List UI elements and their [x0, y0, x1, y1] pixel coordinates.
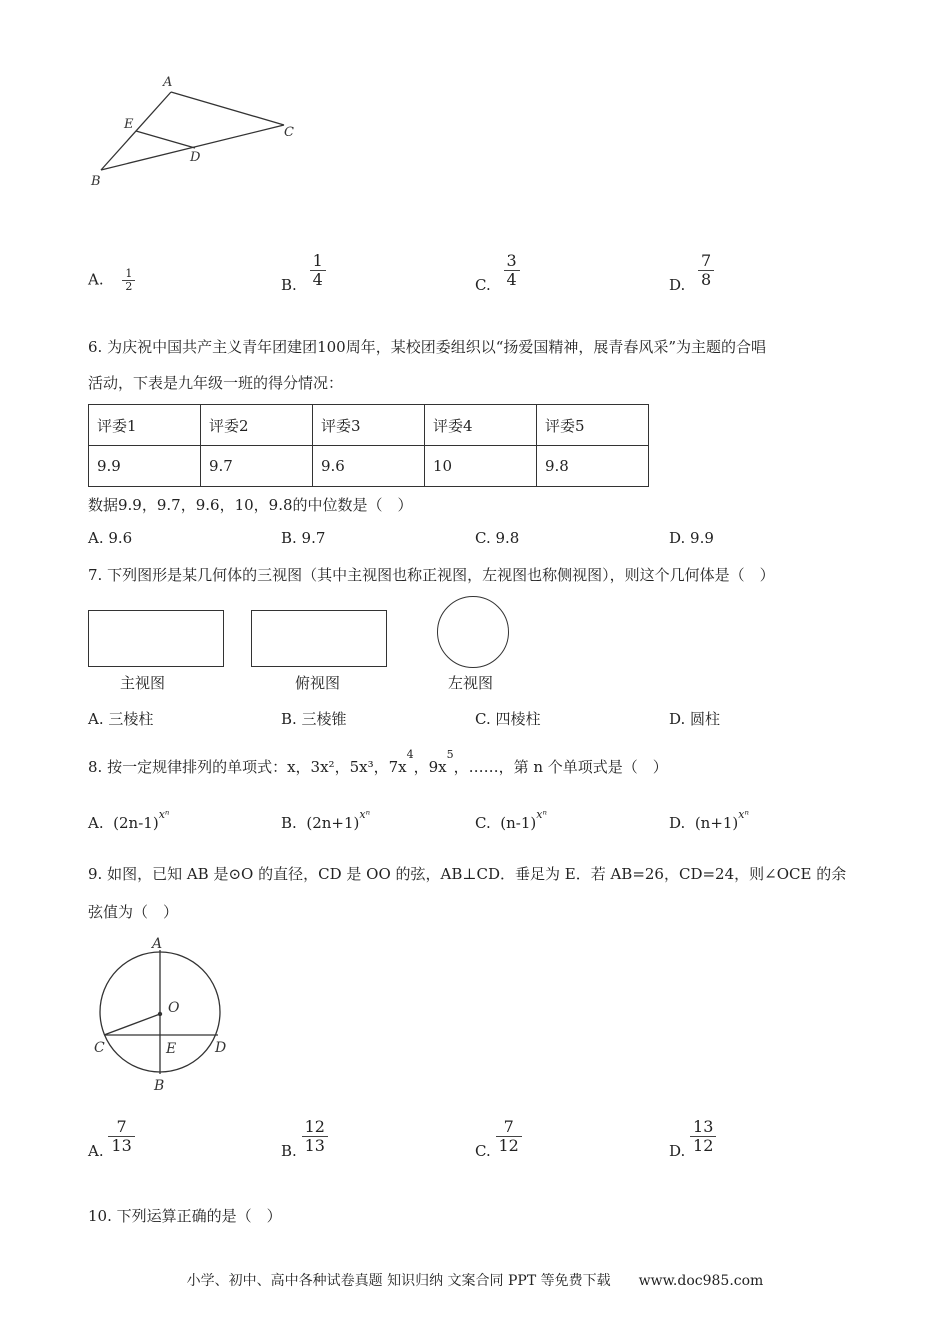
numerator: 7: [701, 251, 712, 270]
label-d: D: [190, 150, 201, 165]
q10-text: 10. 下列运算正确的是（ ）: [88, 1207, 282, 1225]
option-letter: C.: [475, 814, 491, 832]
label-e: E: [166, 1041, 177, 1057]
circle-figure: [88, 932, 238, 1097]
fraction: [122, 268, 135, 293]
caption-side-view: 左视图: [448, 674, 494, 692]
q9-option-a[interactable]: [88, 1117, 135, 1161]
table-cell: 9.6: [313, 446, 425, 487]
q5-option-c[interactable]: [475, 251, 520, 295]
q7-option-d[interactable]: D. 圆柱: [669, 710, 721, 728]
q6-question: 数据9.9，9.7，9.6，10，9.8的中位数是（ ）: [88, 496, 413, 514]
label-b: B: [154, 1078, 165, 1094]
q8-exp5: 5: [446, 748, 454, 761]
option-power: xⁿ: [536, 808, 547, 821]
label-b: B: [91, 174, 101, 189]
denominator: 13: [302, 1136, 328, 1155]
q7-text: 7. 下列图形是某几何体的三视图（其中主视图也称正视图，左视图也称侧视图），则这个几何体是（ ）: [88, 566, 775, 584]
label-a: A: [152, 936, 163, 952]
q9-text-line2: 弦值为（ ）: [88, 903, 179, 921]
option-expr: (n-1): [500, 814, 537, 832]
label-e: E: [124, 117, 134, 132]
option-power: xⁿ: [359, 808, 371, 821]
fraction: [310, 252, 326, 288]
page-footer: 小学、初中、高中各种试卷真题 知识归纳 文案合同 PPT 等免费下载 www.doc985.com: [186, 1273, 764, 1289]
option-letter: D.: [669, 1142, 686, 1161]
score-table: [88, 404, 649, 487]
label-o: O: [168, 1000, 180, 1016]
q5-option-d[interactable]: [669, 251, 714, 295]
fraction: [496, 1118, 522, 1154]
table-cell: 10: [425, 446, 537, 487]
front-view-rectangle: [88, 610, 224, 667]
table-cell: 9.7: [201, 446, 313, 487]
q7-option-a[interactable]: A. 三棱柱: [88, 710, 154, 728]
table-cell: 9.9: [89, 446, 201, 487]
table-row: [89, 446, 649, 487]
option-letter: B.: [281, 1142, 297, 1161]
label-a: A: [163, 75, 173, 90]
q6-option-b[interactable]: B. 9.7: [281, 529, 326, 547]
option-expr: (n+1): [694, 814, 739, 832]
fraction: [302, 1118, 328, 1154]
numerator: 13: [693, 1117, 714, 1136]
q6-option-c[interactable]: C. 9.8: [475, 529, 520, 547]
q5-option-a[interactable]: [88, 268, 135, 293]
fraction: [108, 1118, 134, 1154]
option-letter: A.: [88, 814, 104, 832]
denominator: 2: [122, 280, 135, 293]
side-view-circle: [437, 596, 509, 668]
denominator: 4: [504, 270, 520, 289]
q6-option-d[interactable]: D. 9.9: [669, 529, 714, 547]
option-power: xⁿ: [158, 808, 170, 821]
fraction: [504, 252, 520, 288]
side-ac: [171, 92, 284, 125]
option-letter: B.: [281, 276, 297, 295]
numerator: 1: [125, 267, 133, 280]
q8-option-b[interactable]: [281, 808, 371, 832]
label-c: C: [94, 1040, 105, 1056]
q7-option-b[interactable]: B. 三棱锥: [281, 710, 347, 728]
q6-option-a[interactable]: A. 9.6: [88, 529, 133, 547]
denominator: 12: [690, 1136, 716, 1155]
option-letter: C.: [475, 276, 491, 295]
option-expr: (2n+1): [306, 814, 360, 832]
q6-text-line1: 6. 为庆祝中国共产主义青年团建团100周年，某校团委组织以“扬爱国精神，展青春风采”为主题的合唱: [88, 338, 767, 356]
option-expr: (2n-1): [113, 814, 159, 832]
caption-front-view: 主视图: [120, 674, 166, 692]
q8-option-d[interactable]: [669, 808, 749, 832]
caption-top-view: 俯视图: [295, 674, 341, 692]
q8-mid: ，9x: [413, 758, 447, 776]
numerator: 3: [506, 251, 517, 270]
numerator: 7: [503, 1117, 514, 1136]
numerator: 7: [116, 1117, 127, 1136]
center-point: [158, 1012, 162, 1016]
numerator: 12: [304, 1117, 325, 1136]
numerator: 1: [312, 251, 323, 270]
segment-oc: [104, 1014, 160, 1035]
q8-option-a[interactable]: [88, 808, 170, 832]
option-letter: A.: [88, 1142, 104, 1161]
triangle-figure: [80, 70, 320, 200]
table-header-row: [89, 405, 649, 446]
option-power: xⁿ: [738, 808, 749, 821]
q7-option-c[interactable]: C. 四棱柱: [475, 710, 541, 728]
option-letter: C.: [475, 1142, 491, 1161]
q8-suffix: ，……，第 n 个单项式是（ ）: [453, 758, 668, 776]
label-d: D: [215, 1040, 227, 1056]
q8-prefix: 8. 按一定规律排列的单项式：: [88, 758, 288, 776]
q5-option-b[interactable]: [281, 251, 326, 295]
denominator: 4: [310, 270, 326, 289]
q6-text-line2: 活动，下表是九年级一班的得分情况：: [88, 374, 344, 392]
table-header-cell: 评委2: [201, 405, 313, 446]
top-view-rectangle: [251, 610, 387, 667]
table-header-cell: 评委4: [425, 405, 537, 446]
option-letter: D.: [669, 276, 686, 295]
q9-option-b[interactable]: [281, 1117, 328, 1161]
table-header-cell: 评委1: [89, 405, 201, 446]
denominator: 12: [496, 1136, 522, 1155]
q8-text: [88, 748, 668, 777]
q9-option-d[interactable]: [669, 1117, 716, 1161]
q8-terms: x，3x²，5x³，7x: [287, 758, 407, 776]
table-cell: 9.8: [537, 446, 649, 487]
q8-exp4: 4: [406, 748, 414, 761]
segment-ed: [136, 131, 195, 148]
option-letter: B.: [281, 814, 297, 832]
option-letter: D.: [669, 814, 686, 832]
denominator: 13: [108, 1136, 134, 1155]
q9-option-c[interactable]: [475, 1117, 522, 1161]
fraction: [698, 252, 714, 288]
option-letter: A.: [88, 270, 104, 289]
fraction: [690, 1118, 716, 1154]
q9-text-line1: 9. 如图，已知 AB 是⊙O 的直径，CD 是 OO 的弦，AB⊥CD．垂足为 E．若 AB=26，CD=24，则∠OCE 的余: [88, 865, 847, 883]
denominator: 8: [698, 270, 714, 289]
label-c: C: [284, 125, 294, 140]
table-header-cell: 评委3: [313, 405, 425, 446]
table-header-cell: 评委5: [537, 405, 649, 446]
q8-option-c[interactable]: [475, 808, 547, 832]
